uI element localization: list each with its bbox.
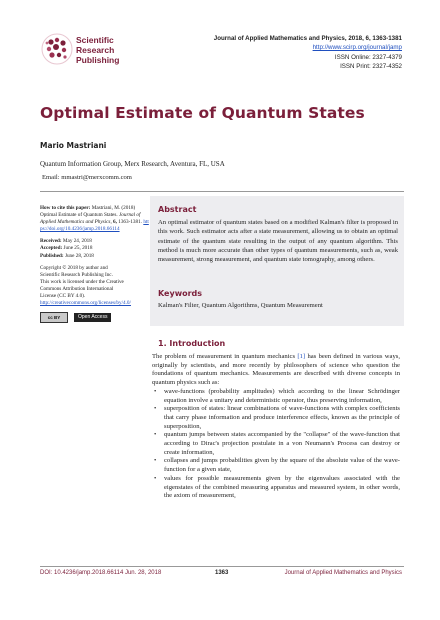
scirp-logo-icon xyxy=(40,32,74,66)
list-item: • collapses and jumps probabilities given by the square of the absolute value of the wave-function for a given state, xyxy=(164,457,400,474)
dates-block xyxy=(40,238,150,259)
abstract-heading: Abstract xyxy=(158,205,197,214)
header-divider xyxy=(40,191,404,192)
list-item: • values for possible measurements given by the eigenvalues associated with the eigenstates of the combined measuring apparatus and measured system, in other words, the axiom of measurement, xyxy=(164,475,400,501)
author-affiliation: Quantum Information Group, Merx Research, Aventura, FL, USA xyxy=(40,160,225,168)
cite-pages: 1363-1381. xyxy=(118,219,143,226)
publisher-logo[interactable] xyxy=(40,32,150,68)
cite-text: Mastriani, M. (2018) Optimal Estimate of Quantum States. xyxy=(40,205,136,219)
journal-url-link[interactable]: http://www.scirp.org/journal/jamp xyxy=(312,44,402,52)
journal-citation-line: Journal of Applied Mathematics and Physics, 2018, 6, 1363-1381 xyxy=(213,35,402,42)
cite-doi-link[interactable]: https://doi.org/10.4236/jamp.2018.66114 xyxy=(40,219,149,233)
keywords-heading: Keywords xyxy=(158,289,203,298)
license-url-link[interactable]: http://creativecommons.org/licenses/by/4.0/ xyxy=(40,300,131,307)
introduction-body xyxy=(152,353,400,501)
published-date: June 28, 2018 xyxy=(64,252,94,259)
reference-link[interactable]: [1] xyxy=(297,353,306,360)
issn-print: ISSN Print: 2327-4352 xyxy=(340,63,402,71)
intro-paragraph: The problem of measurement in quantum mechanics [1] has been defined in various ways, originally by scientists, and more recently by philosophers of science who question the foundations of quantum mechanics. Measurements are described with diverse concepts in quantum physics such as: xyxy=(152,353,400,387)
accepted-date: June 25, 2018 xyxy=(63,245,93,252)
open-access-badge[interactable]: Open Access xyxy=(74,313,111,322)
published-label: Published: xyxy=(40,252,64,259)
cite-volume: 6, xyxy=(113,219,117,226)
author-name: Mario Mastriani xyxy=(40,141,107,150)
keywords-text: Kalman's Filter, Quantum Algorithms, Quantum Measurement xyxy=(158,302,323,309)
introduction-heading: 1. Introduction xyxy=(158,339,226,348)
article-sidebar xyxy=(40,205,150,323)
license-block: Copyright © 2018 by author and Scientific Research Publishing Inc. This work is licensed under the Creative Commons Attribution International License (CC BY 4.0). http://creativecommons.org/licenses/by/4.0/ xyxy=(40,264,131,307)
list-item: • wave-functions (probability amplitudes) which according to the linear Schrödinger equation involve a unitary and deterministic operator, thus preserving information, xyxy=(164,388,400,405)
author-email[interactable]: Email: mmastri@merxcomm.com xyxy=(42,174,132,181)
list-item: • superposition of states: linear combinations of wave-functions with complex coefficients that carry phase information and produce interference effects, known as the principle of superposition, xyxy=(164,405,400,431)
license-badges xyxy=(40,312,150,323)
received-date: May 24, 2018 xyxy=(62,238,92,245)
cc-by-badge[interactable]: cc BY xyxy=(40,312,68,323)
footer-doi-date: DOI: 10.4236/jamp.2018.66114 Jun. 28, 2018 xyxy=(40,570,162,576)
citation-block xyxy=(40,205,150,233)
received-label: Received: xyxy=(40,238,62,245)
issn-online: ISSN Online: 2327-4379 xyxy=(334,53,402,61)
abstract-text: An optimal estimator of quantum states based on a modified Kalman's filter is proposed in this work. Such estimator acts after a state measurement, allowing us to obtain an optimal estimate of the quantum state resulting in the output of any quantum algorithm. This method is much more accurate than other types of quantum measurements, such as, weak measurement, strong measurement, and quantum state tomography, among others. xyxy=(158,219,398,264)
cite-journal: Journal of Applied Mathematics and Physics, xyxy=(40,212,141,226)
cite-label: How to cite this paper: xyxy=(40,205,91,211)
journal-reference xyxy=(214,34,402,72)
footer-divider xyxy=(40,566,404,567)
list-item: • quantum jumps between states accompanied by the "collapse" of the wave-function that according to Dirac's projection postulate in a von Neumann's Process can destroy or create information, xyxy=(164,431,400,457)
measurement-concepts-list xyxy=(152,388,400,501)
page-title: Optimal Estimate of Quantum States xyxy=(40,104,365,122)
page-number: 1363 xyxy=(215,570,229,576)
footer-journal-name: Journal of Applied Mathematics and Physics xyxy=(284,570,402,576)
publisher-name: Scientific Research Publishing xyxy=(76,35,120,65)
accepted-label: Accepted: xyxy=(40,245,63,252)
